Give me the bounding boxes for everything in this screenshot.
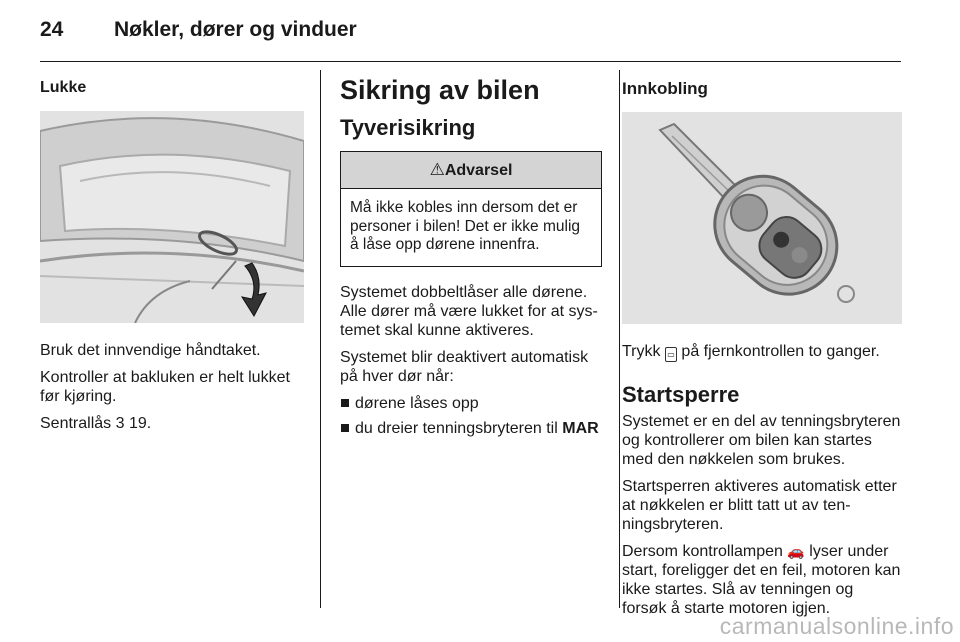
section-heading-startsperre: Startsperre xyxy=(622,382,740,407)
paragraph: Systemet blir deaktivert automatisk på hver dør når: xyxy=(340,348,589,385)
remote-key-illustration xyxy=(622,112,902,324)
column-sikring xyxy=(340,70,602,444)
lock-key-icon: ▭ xyxy=(665,347,677,362)
subsection-heading-tyverisikring: Tyverisikring xyxy=(340,115,476,140)
column-lukke xyxy=(40,70,304,441)
bullet-bold-term: MAR xyxy=(562,419,599,437)
bullet-text: dørene låses opp xyxy=(355,394,479,412)
page-title: Nøkler, dører og vinduer xyxy=(114,18,357,41)
bullet-icon xyxy=(341,424,349,432)
press-text: på fjernkontrollen to ganger. xyxy=(681,343,880,360)
column-divider xyxy=(320,70,321,608)
section-heading-lukke: Lukke xyxy=(40,79,87,96)
paragraph: Systemet dobbeltlåser alle dørene. Alle dører må være lukket for at systemet skal kunne aktiveres. xyxy=(340,283,598,339)
bullet-text: du dreier tenningsbryteren til xyxy=(355,419,558,437)
paragraph: Startsperren aktiveres automatisk etter at nøkkelen er blitt tatt ut av tenningsbryteren. xyxy=(622,478,897,533)
reference-arrow-icon: 3 xyxy=(115,415,125,432)
bullet-item xyxy=(340,394,602,413)
header-rule xyxy=(40,61,901,62)
immobiliser-lamp-icon: 🚗 xyxy=(787,543,805,559)
paragraph xyxy=(622,542,902,618)
bullet-icon xyxy=(341,399,349,407)
column-divider xyxy=(619,70,620,608)
warning-body: Må ikke kobles inn dersom det er personer i bilen! Det er ikke mulig å låse opp dørene innenfra. xyxy=(350,199,581,253)
paragraph-text: Dersom kontrollampen xyxy=(622,543,783,560)
trunk-lid-handle-illustration xyxy=(40,111,304,323)
reference-label: Sentrallås xyxy=(40,415,112,432)
trunk-lid-figure xyxy=(40,111,304,323)
remote-key-figure xyxy=(622,112,902,324)
press-instruction xyxy=(622,342,902,362)
warning-triangle-icon: ⚠ xyxy=(429,160,445,179)
watermark: carmanualsonline.info xyxy=(719,613,954,639)
warning-title: Advarsel xyxy=(444,162,513,179)
paragraph: Kontroller at bakluken er helt lukket før kjøring. xyxy=(40,369,290,405)
page-number: 24 xyxy=(40,18,64,41)
section-heading-innkobling: Innkobling xyxy=(622,79,708,98)
paragraph: Bruk det innvendige håndtaket. xyxy=(40,342,261,359)
section-heading-sikring: Sikring av bilen xyxy=(340,75,540,105)
bullet-item xyxy=(340,419,602,438)
press-text: Trykk xyxy=(622,343,661,360)
warning-header xyxy=(341,152,601,189)
paragraph-text: lyser under start, foreligger det en feil, motoren kan ikke startes. Slå av tenningen og forsøk å starte motoren igjen. xyxy=(622,543,901,617)
reference-page: 19. xyxy=(128,415,152,432)
cross-reference xyxy=(40,414,304,433)
warning-box xyxy=(340,151,602,267)
paragraph: Systemet er en del av tenningsbryteren og kontrollerer om bilen kan startes med den nøkkelen som brukes. xyxy=(622,413,901,468)
column-innkobling xyxy=(622,70,902,626)
